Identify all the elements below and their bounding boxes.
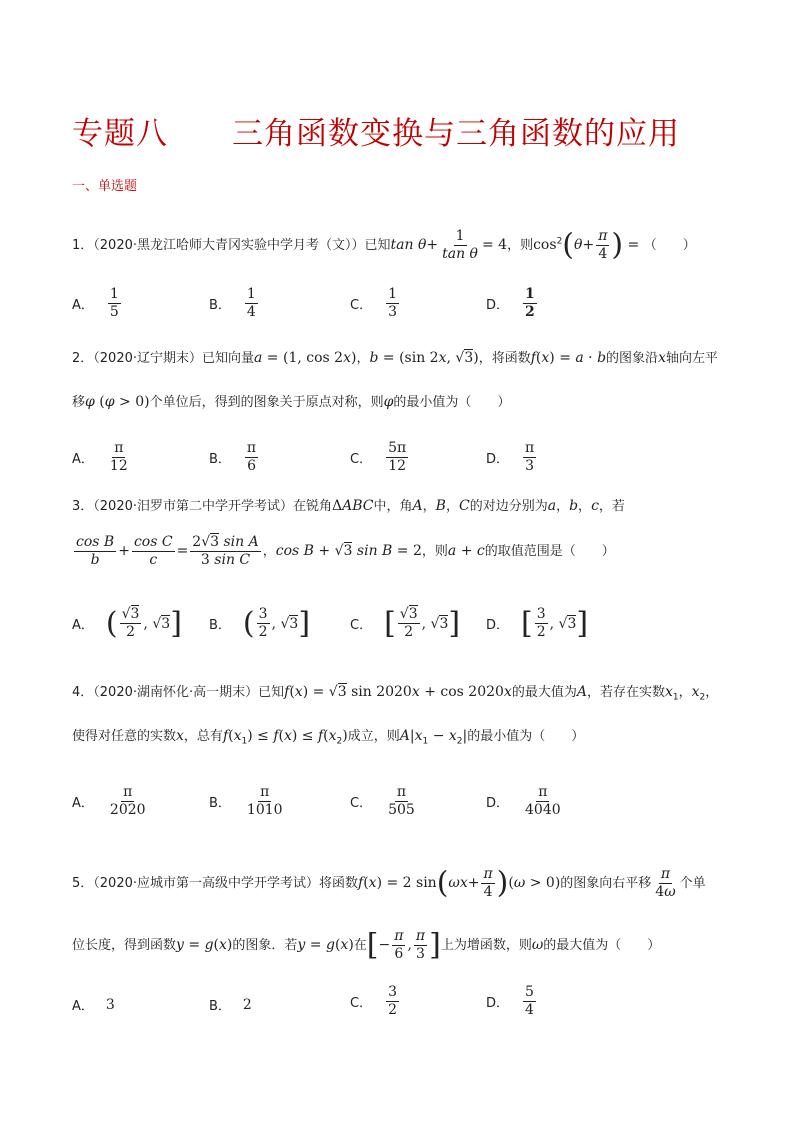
question-3-line-1: 3．（2020·汨罗市第二中学开学考试）在锐角ΔABC中，角A，B，C的对边分别为a，b，c，若 [72, 498, 625, 514]
q5-option-c[interactable]: C． $\frac{3}{2}$ [350, 984, 397, 1018]
q5-option-b[interactable]: B． 2 [209, 996, 252, 1014]
q2-option-a[interactable]: A． $\frac{\pi}{12}$ [72, 440, 128, 474]
title-part2: 三角函数变换与三角函数的应用 [232, 116, 680, 152]
q1-middle: ，则 [507, 238, 534, 253]
q4-option-b[interactable]: B． $\frac{\pi}{1010}$ [209, 784, 283, 818]
q3-option-c[interactable]: C． [ $\frac{√3}{2}$ , √3 ] [350, 605, 461, 641]
q1-prefix: 1．（2020·黑龙江哈师大青冈实验中学月考（文））已知 [72, 238, 391, 253]
q3-option-a[interactable]: A． ( $\frac{√3}{2}$ , √3 ] [72, 605, 182, 641]
q3-option-d[interactable]: D． [ $\frac{3}{2}$ , √3 ] [486, 605, 589, 641]
q4-option-a[interactable]: A． $\frac{\pi}{2020}$ [72, 784, 146, 818]
question-5-line-1: 5．（2020·应城市第一高级中学开学考试）将函数f(x) = 2 sin(ωx+ $\frac{\pi}{4}$ )(ω > 0)的图象向右平移 $\frac{\pi}{4\omega}$ 个单 [72, 865, 706, 901]
question-2-line-2: 移φ (φ > 0)个单位后，得到的图象关于原点对称，则φ的最小值为（ ） [72, 394, 511, 410]
question-4-line-2: 使得对任意的实数x，总有$f(x_1) \le f(x) \le f(x_2)$成立，则$A|x_1 - x_2|$的最小值为（ ） [72, 728, 585, 747]
question-3-line-2: $\frac{\text{cos B}}{b}$ + $\frac{\text{cos C}}{c}$ = $\frac{\text{2√3 sin A}}{\text{3 sin C}}$ ，cos B + √3 sin B = 2，则a + c的取值范围是（ ） [76, 534, 615, 568]
title-part1: 专题八 [72, 116, 168, 152]
q2-option-c[interactable]: C． $\frac{5\pi}{12}$ [350, 440, 407, 474]
question-5-line-2: 位长度，得到函数y = g(x)的图象．若y = g(x)在[− $\frac{\pi}{6}$ , $\frac{\pi}{3}$ ]上为增函数，则ω的最大值为（ ） [72, 927, 661, 963]
q4-option-d[interactable]: D． $\frac{\pi}{4040}$ [486, 784, 561, 818]
q1-option-d[interactable]: D． $\frac{1}{2}$ [486, 286, 535, 320]
q1-suffix: （ ） [643, 238, 696, 253]
q2-option-d[interactable]: D． $\frac{\pi}{3}$ [486, 440, 535, 474]
question-4-line-1: 4．（2020·湖南怀化·高一期末）已知f(x) = √3 sin 2020x + cos 2020x的最大值为A，若存在实数$x_1$，$x_2$， [72, 684, 719, 703]
q5-option-d[interactable]: D． $\frac{5}{4}$ [486, 984, 534, 1018]
page-title [72, 108, 680, 153]
section-heading: 一、单选题 [72, 179, 138, 194]
q5-option-a[interactable]: A． 3 [72, 996, 115, 1014]
q1-option-c[interactable]: C． $\frac{1}{3}$ [350, 286, 397, 320]
question-1: 1．（2020·黑龙江哈师大青冈实验中学月考（文））已知tan θ+ $\frac{1}{\text{tan θ}}$ = 4，则$\cos^2(\theta+$ $\frac{\pi}{4}$ ) = （ ） [72, 227, 696, 263]
q4-option-c[interactable]: C． $\frac{\pi}{505}$ [350, 784, 415, 818]
q1-option-b[interactable]: B． $\frac{1}{4}$ [209, 286, 256, 320]
q1-option-a[interactable]: A． $\frac{1}{5}$ [72, 286, 119, 320]
question-2-line-1: 2．（2020·辽宁期末）已知向量a = (1, cos 2x)，b = (sin 2x, √3)，将函数f(x) = a · b的图象沿x轴向左平 [72, 350, 718, 366]
q3-option-b[interactable]: B． ( $\frac{3}{2}$ , √3 ] [209, 605, 311, 641]
q1-fraction: $\frac{1}{\text{tan θ}}$ [442, 228, 478, 262]
q2-option-b[interactable]: B． $\frac{\pi}{6}$ [209, 440, 257, 474]
